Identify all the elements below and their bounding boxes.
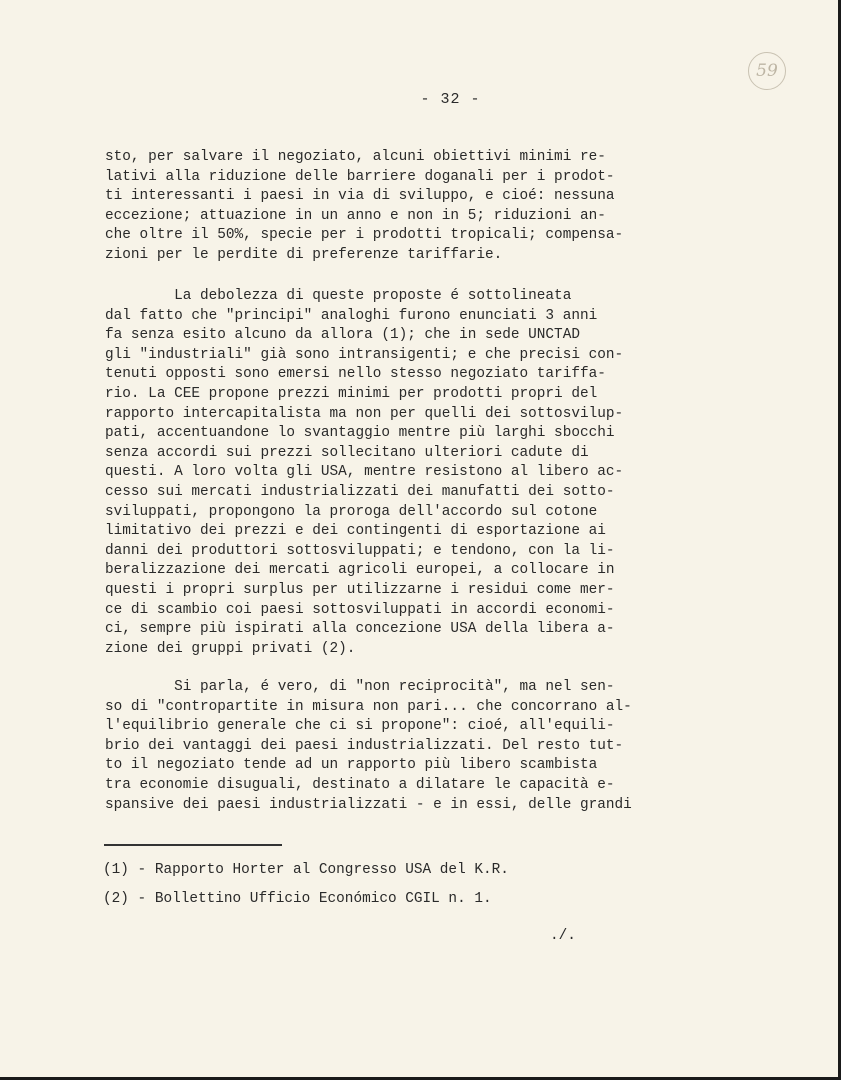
footnote-1: (1) - Rapporto Horter al Congresso USA del K.R. (103, 862, 509, 878)
paragraph-2: La debolezza di queste proposte é sottolineata dal fatto che "principi" analoghi furono enunciati 3 anni fa senza esito alcuno da allora (1); che in sede UNCTAD gli "industriali" già sono intransigenti; e che precisi con- tenuti opposti sono emersi nello stesso negoziato tariffa- rio. La CEE propone prezzi minimi per prodotti propri del rapporto intercapitalista ma non per quelli dei sottosvilup- pati, accentuandone lo svantaggio mentre più larghi sbocchi senza accordi sui prezzi sollecitano ulteriori cadute di questi. A loro volta gli USA, mentre resistono al libero ac- cesso sui mercati industrializzati dei manufatti dei sotto- sviluppati, propongono la proroga dell'accordo sul cotone limitativo dei prezzi e dei contingenti di esportazione ai danni dei produttori sottosviluppati; e tendono, con la li- beralizzazione dei mercati agricoli europei, a collocare in questi i propri surplus per utilizzarne i residui come mer- ce di scambio coi paesi sottosviluppati in accordi economi- ci, sempre più ispirati alla concezione USA della libera a- zione dei gruppi privati (2). (105, 288, 624, 657)
footnote-divider (104, 844, 282, 846)
archive-stamp: 59 (748, 52, 786, 90)
paragraph-1: sto, per salvare il negoziato, alcuni obiettivi minimi re- lativi alla riduzione delle barriere doganali per i prodot- ti interessanti i paesi in via di sviluppo, e cioé: nessuna eccezione; attuazione in un anno e non in 5; riduzioni an- che oltre il 50%, specie per i prodotti tropicali; compensa- zioni per le perdite di preferenze tariffarie. (105, 149, 624, 263)
continuation-mark: ./. (550, 928, 576, 944)
paragraph-3: Si parla, é vero, di "non reciprocità", ma nel sen- so di "contropartite in misura non pari... che concorrano al- l'equilibrio generale che ci si propone": cioé, all'equili- brio dei vantaggi dei paesi industrializzati. Del resto tut- to il negoziato tende ad un rapporto più libero scambista tra economie disuguali, destinato a dilatare le capacità e- spansive dei paesi industrializzati - e in essi, delle grandi (105, 679, 632, 813)
footnote-2: (2) - Bollettino Ufficio Económico CGIL n. 1. (103, 891, 492, 907)
page-number: - 32 - (420, 91, 481, 108)
